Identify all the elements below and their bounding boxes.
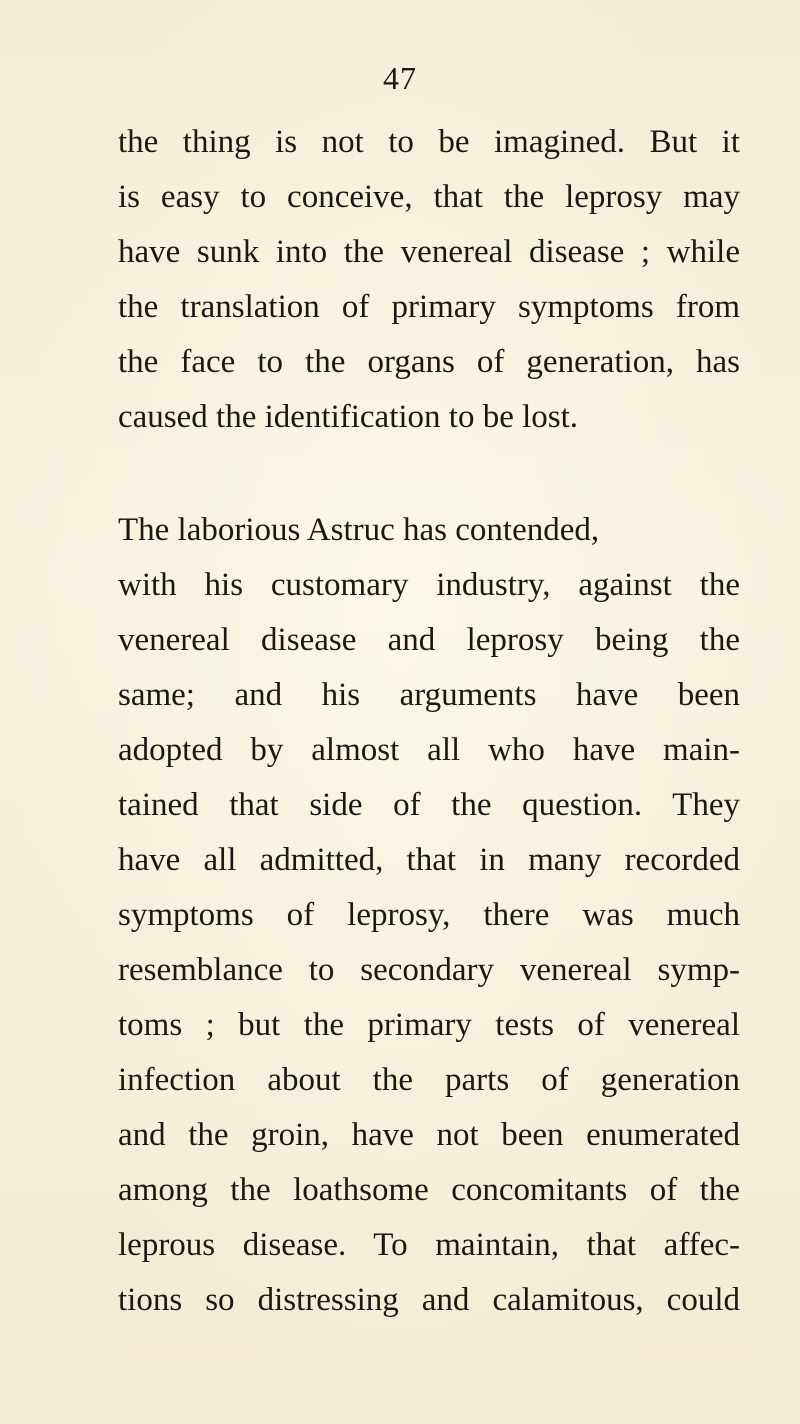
text-line: the thing is not to be imagined. But it	[118, 124, 740, 160]
text-line: adopted by almost all who have main-	[118, 732, 740, 768]
body-text	[118, 115, 740, 1328]
text-line: have all admitted, that in many recorded	[118, 842, 740, 878]
text-line: tained that side of the question. They	[118, 787, 740, 823]
text-line: same; and his arguments have been	[118, 677, 740, 713]
text-line: and the groin, have not been enumerated	[118, 1117, 740, 1153]
paragraph-2	[118, 503, 740, 1328]
text-line: toms ; but the primary tests of venereal	[118, 1007, 740, 1043]
page-number: 47	[383, 60, 417, 96]
text-line: The laborious Astruc has contended,	[118, 512, 600, 548]
text-line: leprous disease. To maintain, that affec-	[118, 1227, 740, 1263]
text-line: tions so distressing and calamitous, could	[118, 1282, 740, 1318]
text-line: among the loathsome concomitants of the	[118, 1172, 740, 1208]
text-line: symptoms of leprosy, there was much	[118, 897, 740, 933]
text-line: the face to the organs of generation, has	[118, 344, 740, 380]
text-line: infection about the parts of generation	[118, 1062, 740, 1098]
paragraph-1	[118, 115, 740, 445]
text-line: venereal disease and leprosy being the	[118, 622, 740, 658]
text-line: caused the identification to be lost.	[118, 399, 579, 435]
text-line: resemblance to secondary venereal symp-	[118, 952, 740, 988]
text-line: the translation of primary symptoms from	[118, 289, 740, 325]
text-line: is easy to conceive, that the leprosy may	[118, 179, 740, 215]
text-line: have sunk into the venereal disease ; while	[118, 234, 740, 270]
text-line: with his customary industry, against the	[118, 567, 740, 603]
